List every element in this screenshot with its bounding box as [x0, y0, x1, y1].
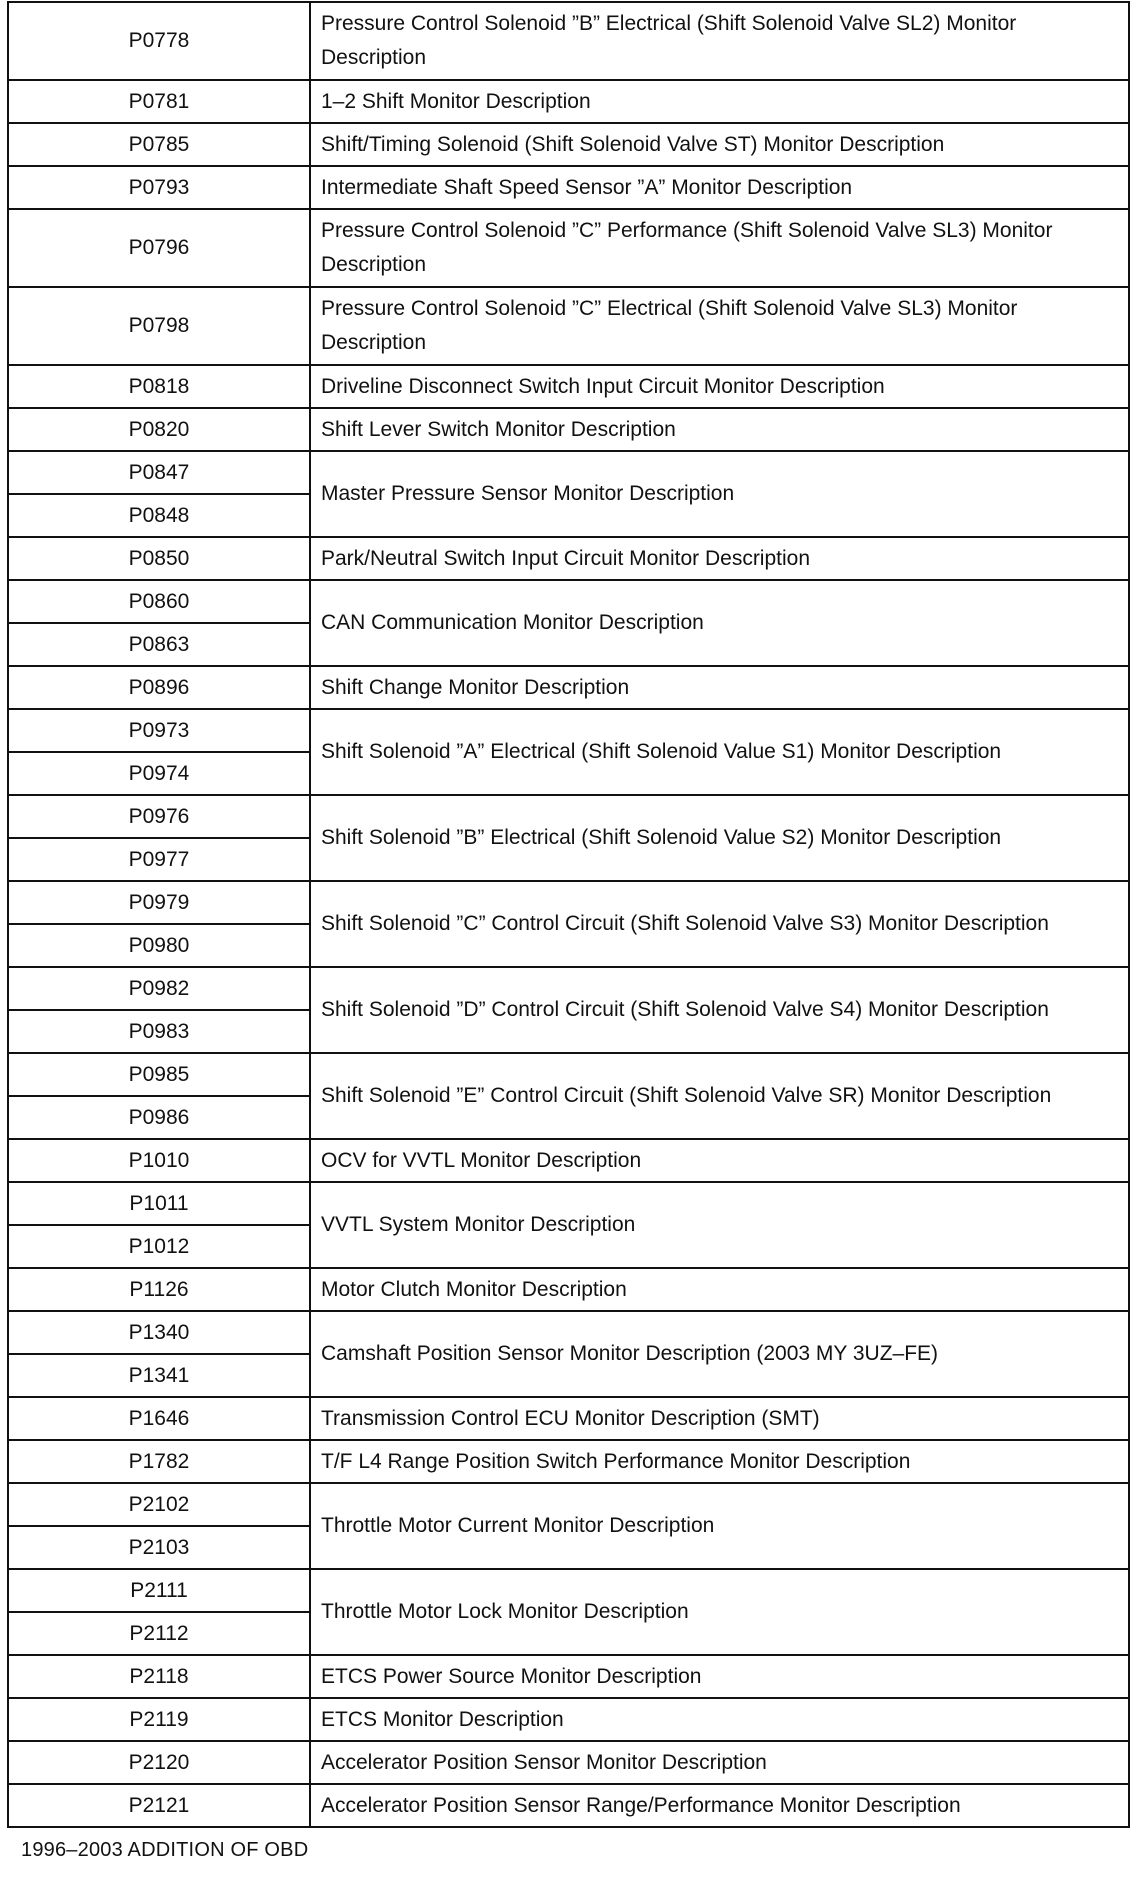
monitor-description-cell: 1–2 Shift Monitor Description	[310, 80, 1129, 123]
table-row	[8, 580, 1129, 623]
table-row	[8, 1397, 1129, 1440]
dtc-code-cell: P0848	[8, 494, 310, 537]
table-row	[8, 1311, 1129, 1354]
dtc-code-cell: P2120	[8, 1741, 310, 1784]
table-row	[8, 1483, 1129, 1526]
dtc-code-cell: P0860	[8, 580, 310, 623]
monitor-description-cell: Shift Solenoid ”A” Electrical (Shift Solenoid Value S1) Monitor Description	[310, 709, 1129, 795]
monitor-description-cell: Pressure Control Solenoid ”C” Performance (Shift Solenoid Valve SL3) Monitor Description	[310, 209, 1129, 287]
dtc-code-cell: P0847	[8, 451, 310, 494]
table-row	[8, 1139, 1129, 1182]
table-row	[8, 1784, 1129, 1827]
table-row	[8, 1698, 1129, 1741]
table-row	[8, 80, 1129, 123]
table-row	[8, 166, 1129, 209]
monitor-description-cell: Throttle Motor Lock Monitor Description	[310, 1569, 1129, 1655]
table-row	[8, 287, 1129, 365]
dtc-code-cell: P2119	[8, 1698, 310, 1741]
dtc-code-cell: P0793	[8, 166, 310, 209]
monitor-description-cell: Shift Lever Switch Monitor Description	[310, 408, 1129, 451]
monitor-description-cell: OCV for VVTL Monitor Description	[310, 1139, 1129, 1182]
dtc-code-cell: P0850	[8, 537, 310, 580]
monitor-description-cell: Accelerator Position Sensor Range/Performance Monitor Description	[310, 1784, 1129, 1827]
table-row	[8, 967, 1129, 1010]
monitor-description-cell: ETCS Monitor Description	[310, 1698, 1129, 1741]
dtc-code-cell: P1010	[8, 1139, 310, 1182]
monitor-description-cell: Shift Solenoid ”B” Electrical (Shift Solenoid Value S2) Monitor Description	[310, 795, 1129, 881]
dtc-code-cell: P1011	[8, 1182, 310, 1225]
dtc-code-cell: P2121	[8, 1784, 310, 1827]
monitor-description-cell: Shift Solenoid ”D” Control Circuit (Shift Solenoid Valve S4) Monitor Description	[310, 967, 1129, 1053]
dtc-code-cell: P1646	[8, 1397, 310, 1440]
monitor-description-cell: Shift Solenoid ”E” Control Circuit (Shift Solenoid Valve SR) Monitor Description	[310, 1053, 1129, 1139]
monitor-description-cell: Shift/Timing Solenoid (Shift Solenoid Valve ST) Monitor Description	[310, 123, 1129, 166]
monitor-description-cell: Master Pressure Sensor Monitor Description	[310, 451, 1129, 537]
table-row	[8, 1440, 1129, 1483]
dtc-code-cell: P0982	[8, 967, 310, 1010]
dtc-code-cell: P0983	[8, 1010, 310, 1053]
table-row	[8, 408, 1129, 451]
dtc-code-cell: P0863	[8, 623, 310, 666]
dtc-code-cell: P0796	[8, 209, 310, 287]
dtc-code-cell: P0781	[8, 80, 310, 123]
dtc-code-cell: P0778	[8, 2, 310, 80]
monitor-description-cell: Intermediate Shaft Speed Sensor ”A” Monitor Description	[310, 166, 1129, 209]
dtc-code-cell: P0896	[8, 666, 310, 709]
dtc-monitor-table	[7, 1, 1130, 1828]
monitor-description-cell: VVTL System Monitor Description	[310, 1182, 1129, 1268]
table-row	[8, 451, 1129, 494]
page-footer: 1996–2003 ADDITION OF OBD	[21, 1839, 309, 1861]
table-row	[8, 795, 1129, 838]
monitor-description-cell: Motor Clutch Monitor Description	[310, 1268, 1129, 1311]
table-row	[8, 537, 1129, 580]
monitor-description-cell: Park/Neutral Switch Input Circuit Monitor Description	[310, 537, 1129, 580]
dtc-code-cell: P0979	[8, 881, 310, 924]
monitor-description-cell: Pressure Control Solenoid ”C” Electrical (Shift Solenoid Valve SL3) Monitor Description	[310, 287, 1129, 365]
dtc-code-cell: P0973	[8, 709, 310, 752]
monitor-description-cell: Pressure Control Solenoid ”B” Electrical (Shift Solenoid Valve SL2) Monitor Description	[310, 2, 1129, 80]
dtc-code-cell: P0798	[8, 287, 310, 365]
monitor-description-cell: Shift Solenoid ”C” Control Circuit (Shift Solenoid Valve S3) Monitor Description	[310, 881, 1129, 967]
dtc-code-cell: P0974	[8, 752, 310, 795]
table-row	[8, 123, 1129, 166]
table-row	[8, 1655, 1129, 1698]
dtc-code-cell: P1126	[8, 1268, 310, 1311]
dtc-code-cell: P0818	[8, 365, 310, 408]
table-row	[8, 881, 1129, 924]
dtc-code-cell: P2102	[8, 1483, 310, 1526]
table-row	[8, 1053, 1129, 1096]
monitor-description-cell: Accelerator Position Sensor Monitor Description	[310, 1741, 1129, 1784]
dtc-code-cell: P2103	[8, 1526, 310, 1569]
monitor-description-cell: CAN Communication Monitor Description	[310, 580, 1129, 666]
monitor-description-cell: Throttle Motor Current Monitor Description	[310, 1483, 1129, 1569]
monitor-description-cell: Shift Change Monitor Description	[310, 666, 1129, 709]
table-row	[8, 209, 1129, 287]
dtc-table-body	[8, 2, 1129, 1827]
dtc-code-cell: P0980	[8, 924, 310, 967]
monitor-description-cell: Transmission Control ECU Monitor Description (SMT)	[310, 1397, 1129, 1440]
dtc-code-cell: P1012	[8, 1225, 310, 1268]
table-row	[8, 1741, 1129, 1784]
dtc-code-cell: P0985	[8, 1053, 310, 1096]
table-row	[8, 709, 1129, 752]
dtc-code-cell: P1782	[8, 1440, 310, 1483]
monitor-description-cell: ETCS Power Source Monitor Description	[310, 1655, 1129, 1698]
dtc-code-cell: P2112	[8, 1612, 310, 1655]
table-row	[8, 1569, 1129, 1612]
dtc-code-cell: P2111	[8, 1569, 310, 1612]
table-row	[8, 1268, 1129, 1311]
table-row	[8, 2, 1129, 80]
dtc-code-cell: P0820	[8, 408, 310, 451]
table-row	[8, 365, 1129, 408]
dtc-code-cell: P0986	[8, 1096, 310, 1139]
table-row	[8, 1182, 1129, 1225]
monitor-description-cell: Driveline Disconnect Switch Input Circuit Monitor Description	[310, 365, 1129, 408]
dtc-code-cell: P0977	[8, 838, 310, 881]
dtc-code-cell: P1341	[8, 1354, 310, 1397]
dtc-code-cell: P1340	[8, 1311, 310, 1354]
monitor-description-cell: Camshaft Position Sensor Monitor Description (2003 MY 3UZ–FE)	[310, 1311, 1129, 1397]
dtc-code-cell: P0976	[8, 795, 310, 838]
table-row	[8, 666, 1129, 709]
dtc-code-cell: P2118	[8, 1655, 310, 1698]
monitor-description-cell: T/F L4 Range Position Switch Performance Monitor Description	[310, 1440, 1129, 1483]
dtc-code-cell: P0785	[8, 123, 310, 166]
